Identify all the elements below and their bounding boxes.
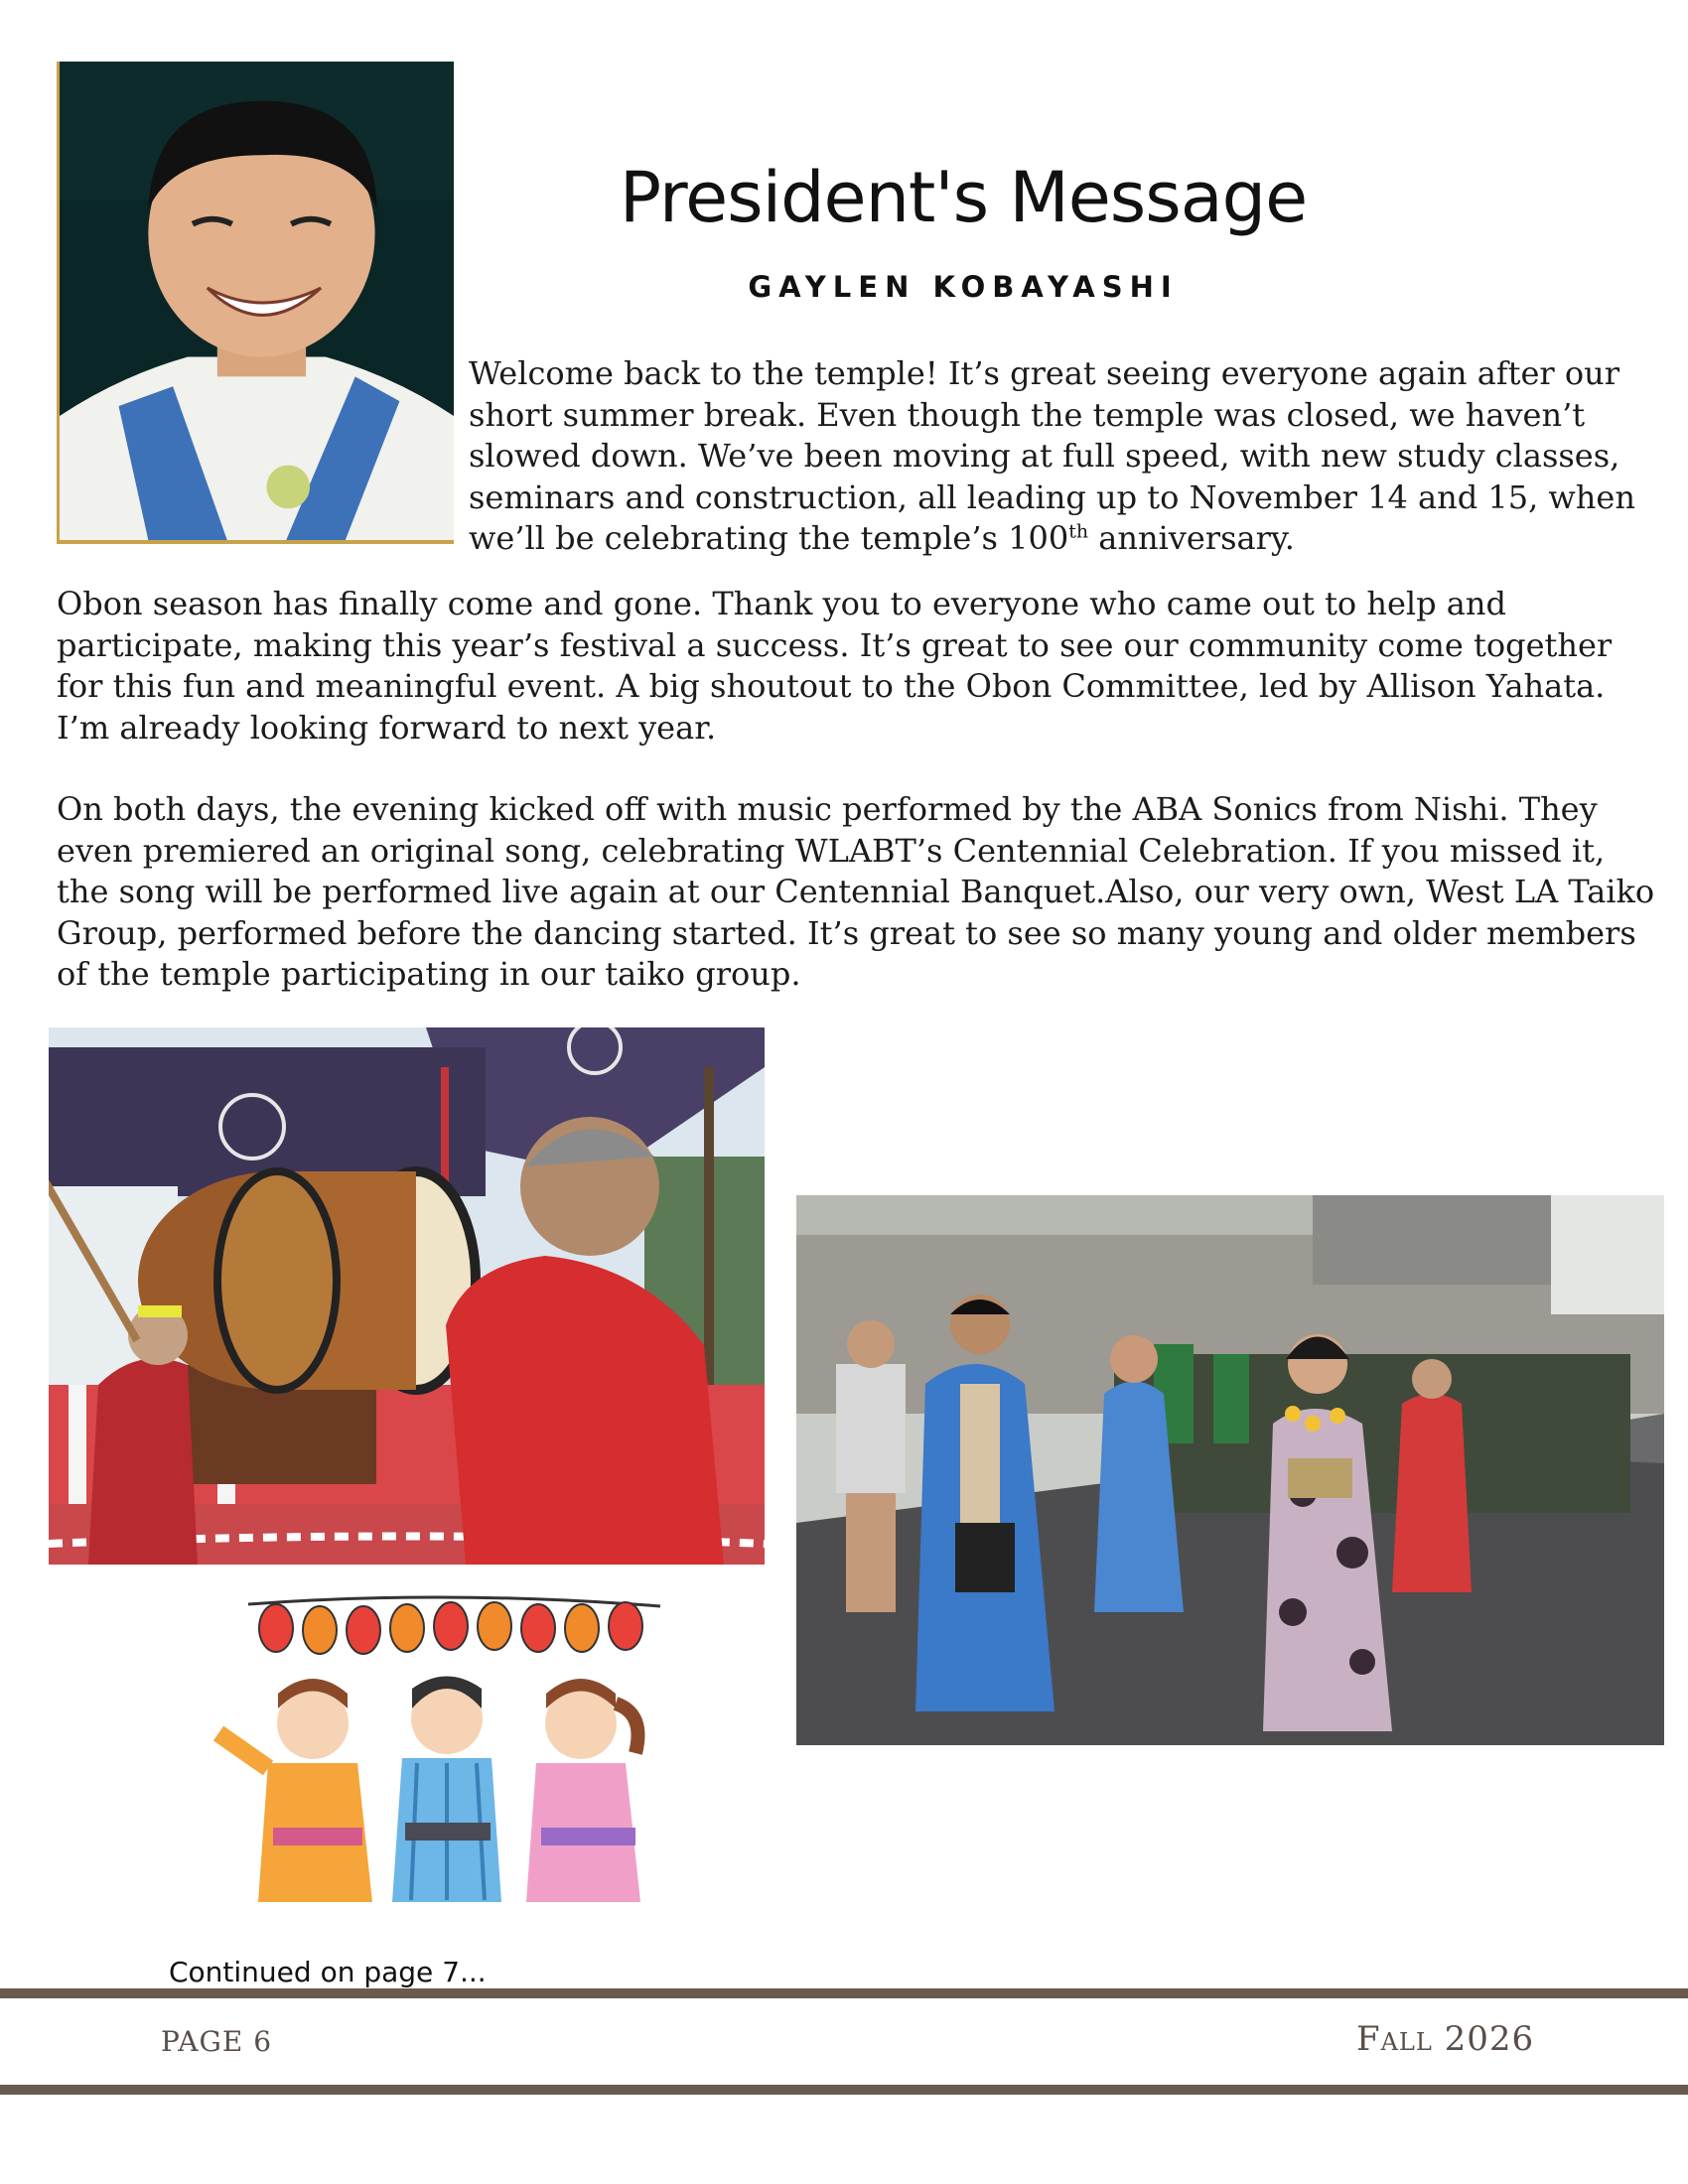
president-portrait	[57, 62, 454, 544]
footer-rule-top	[0, 1988, 1688, 1998]
footer-rule-bottom	[0, 2085, 1688, 2095]
paragraph-music: On both days, the evening kicked off with music performed by the ABA Sonics from Nishi. They even premiered an original song, celebrating WLABT’s Centennial Celebration. If you missed it, the song will be performed live again at our Centennial Banquet.Also, our very own, West LA Taiko Group, performed before the dancing started. It’s great to see so many young and older members of the temple participating in our taiko group.	[57, 790, 1655, 993]
lantern-string	[259, 1602, 642, 1654]
issue-season: Fall 2026	[1356, 2019, 1535, 2059]
bon-odori-dancers-illustration	[199, 1584, 695, 1942]
page-number: PAGE 6	[161, 2025, 273, 2058]
taiko-drum-photo	[49, 1027, 765, 1565]
continued-note: Continued on page 7...	[169, 1956, 487, 1988]
author-byline: GAYLEN KOBAYASHI	[748, 270, 1179, 304]
paragraph-welcome: Welcome back to the temple! It’s great seeing everyone again after our short summer break. Even though the temple was closed, we haven’t slowed down. We’ve been moving at full speed, with new study classes, seminars and construction, all leading up to November 14 and 15, when we’ll be celebrating the temple’s 100th anniversary.	[469, 354, 1635, 557]
page-title: President's Message	[619, 157, 1308, 238]
obon-parade-photo	[796, 1195, 1664, 1745]
paragraph-obon: Obon season has finally come and gone. Thank you to everyone who came out to help and participate, making this year’s festival a success. It’s great to see our community come together for this fun and meaningful event. A big shoutout to the Obon Committee, led by Allison Yahata. I’m already looking forward to next year.	[57, 585, 1613, 747]
